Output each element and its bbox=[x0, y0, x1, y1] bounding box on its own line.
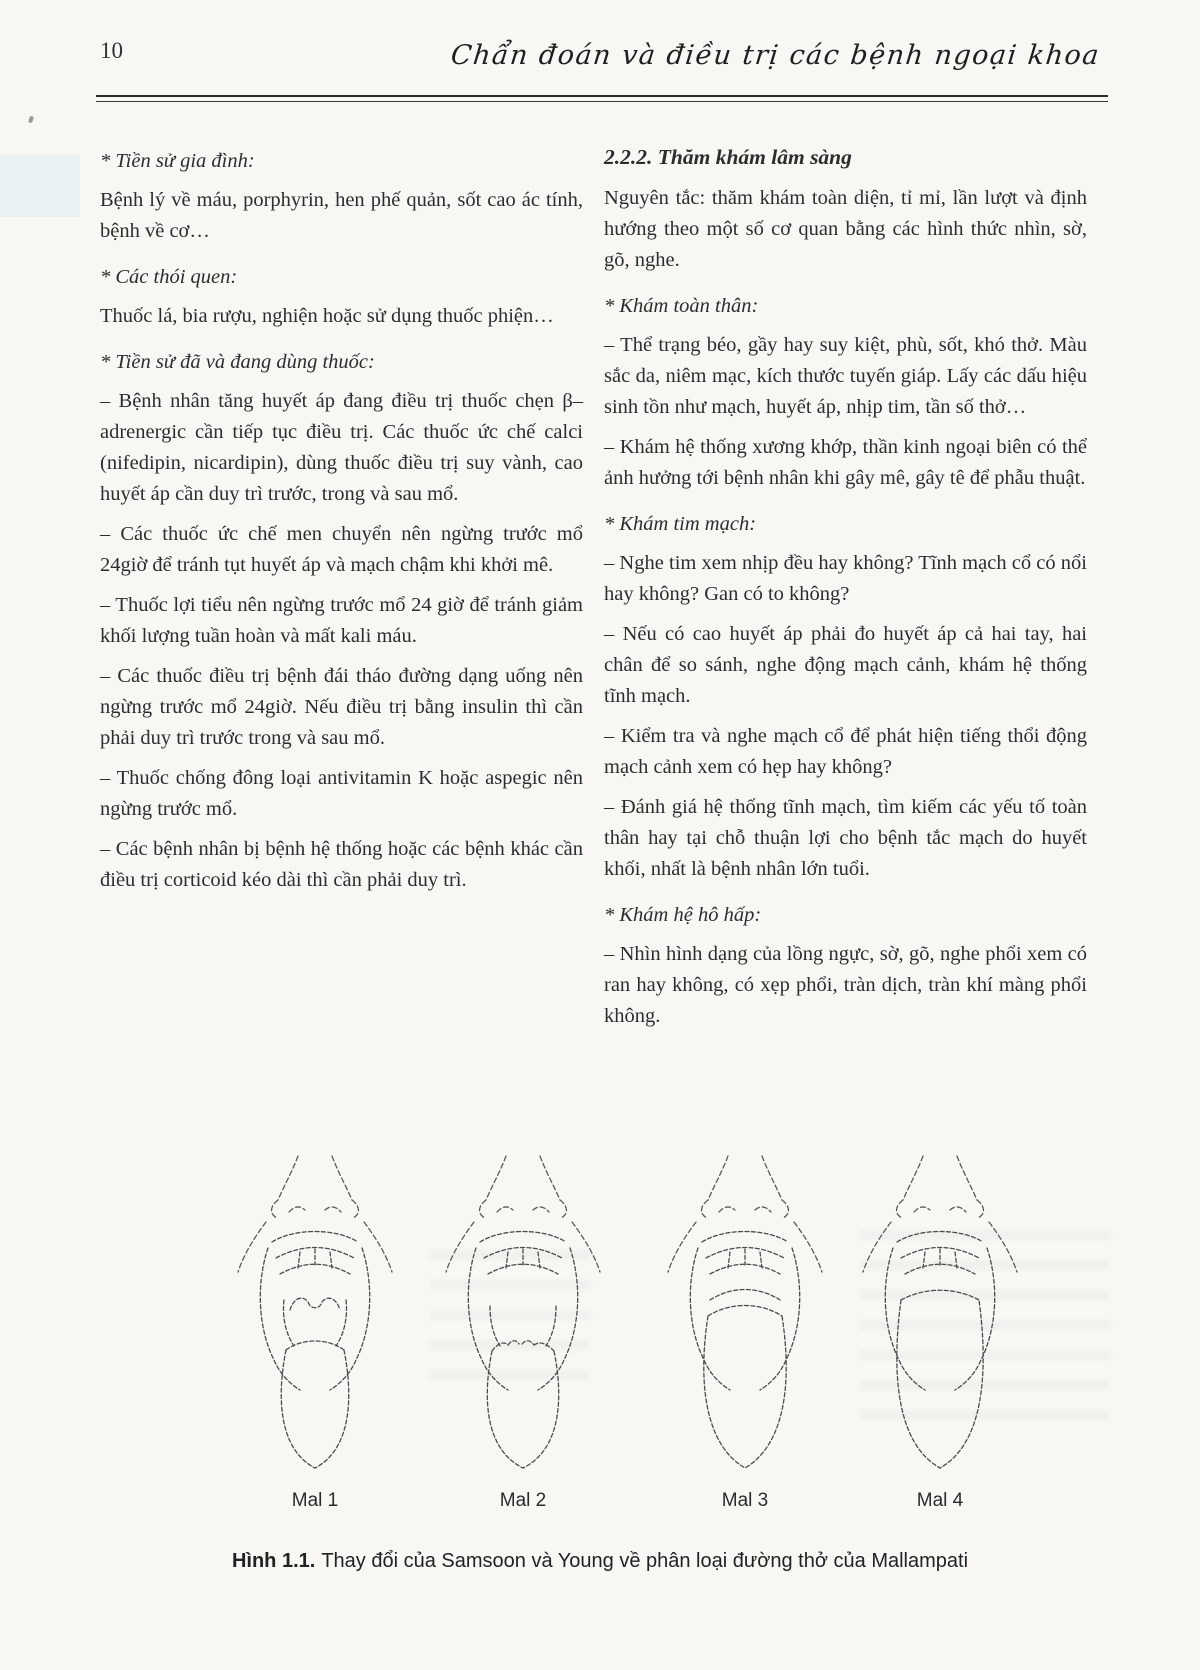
mallampati-class-1-drawing bbox=[210, 1148, 420, 1512]
open-mouth-face-3 bbox=[640, 1148, 850, 1478]
open-mouth-face-2 bbox=[418, 1148, 628, 1478]
section-heading: * Khám toàn thân: bbox=[604, 295, 759, 317]
mouth-and-teeth bbox=[690, 1232, 799, 1391]
mouth-and-teeth bbox=[885, 1232, 994, 1391]
paragraph: – Thuốc chống đông loại antivitamin K hoặc aspegic nên ngừng trước mổ. bbox=[100, 767, 583, 820]
open-mouth-face-4 bbox=[835, 1148, 1045, 1478]
mallampati-class-3-drawing bbox=[640, 1148, 850, 1512]
paragraph: – Đánh giá hệ thống tĩnh mạch, tìm kiếm các yếu tố toàn thân hay tại chỗ thuận lợi cho bệnh tắc mạch do huyết khối, nhất là bệnh nhân lớn tuổi. bbox=[604, 796, 1087, 880]
scan-artifact bbox=[0, 155, 80, 217]
header-rule bbox=[96, 95, 1108, 102]
nose bbox=[479, 1156, 566, 1218]
page-number: 10 bbox=[100, 38, 123, 63]
section-heading: * Tiền sử gia đình: bbox=[100, 150, 255, 172]
paragraph: – Nếu có cao huyết áp phải đo huyết áp cả hai tay, hai chân để so sánh, nghe động mạch cảnh, khám hệ thống tĩnh mạch. bbox=[604, 623, 1087, 707]
figure-caption-text: Thay đổi của Samsoon và Young về phân loại đường thở của Mallampati bbox=[321, 1550, 969, 1572]
mouth-and-teeth bbox=[468, 1232, 577, 1391]
paragraph: – Các thuốc ức chế men chuyển nên ngừng trước mổ 24giờ để tránh tụt huyết áp và mạch chậm khi khởi mê. bbox=[100, 523, 583, 576]
section-heading: * Các thói quen: bbox=[100, 266, 238, 288]
paragraph: Nguyên tắc: thăm khám toàn diện, tỉ mỉ, lần lượt và định hướng theo một số cơ quan bằng các hình thức nhìn, sờ, gõ, nghe. bbox=[604, 187, 1087, 271]
paragraph: – Thuốc lợi tiểu nên ngừng trước mổ 24 giờ để tránh giảm khối lượng tuần hoàn và mất kali máu. bbox=[100, 594, 583, 647]
paragraph: – Nghe tim xem nhịp đều hay không? Tĩnh mạch cổ có nổi hay không? Gan có to không? bbox=[604, 552, 1087, 605]
section-heading: * Khám tim mạch: bbox=[604, 513, 757, 535]
soft-palate bbox=[710, 1290, 780, 1301]
figure-label-mal1: Mal 1 bbox=[291, 1490, 339, 1511]
tongue bbox=[704, 1306, 786, 1469]
section-heading: * Tiền sử đã và đang dùng thuốc: bbox=[100, 351, 375, 373]
tongue bbox=[281, 1341, 349, 1468]
nose bbox=[896, 1156, 983, 1218]
soft-palate-uvula bbox=[283, 1298, 346, 1346]
tongue bbox=[897, 1290, 983, 1468]
paragraph: – Khám hệ thống xương khớp, thần kinh ngoại biên có thể ảnh hưởng tới bệnh nhân khi gây mê, gây tê để phẫu thuật. bbox=[604, 436, 1087, 489]
figure-caption bbox=[0, 1550, 1200, 1573]
figure-caption-number: Hình 1.1. bbox=[231, 1550, 316, 1572]
tongue bbox=[487, 1341, 558, 1468]
paragraph: – Nhìn hình dạng của lồng ngực, sờ, gõ, nghe phổi xem có ran hay không, có xẹp phổi, tràn dịch, tràn khí màng phổi không. bbox=[604, 943, 1087, 1027]
figure-label-mal3: Mal 3 bbox=[721, 1490, 769, 1511]
paragraph: Thuốc lá, bia rượu, nghiện hoặc sử dụng thuốc phiện… bbox=[100, 305, 554, 327]
figure-label-mal2: Mal 2 bbox=[499, 1490, 547, 1511]
mouth-and-teeth bbox=[260, 1232, 369, 1391]
paragraph: – Các thuốc điều trị bệnh đái tháo đường dạng uống nên ngừng trước mổ 24giờ. Nếu điều trị bằng insulin thì cần phải duy trì trước trong và sau mổ. bbox=[100, 665, 583, 749]
mallampati-class-4-drawing bbox=[835, 1148, 1045, 1512]
paragraph: – Thể trạng béo, gầy hay suy kiệt, phù, sốt, khó thở. Màu sắc da, niêm mạc, kích thước tuyến giáp. Lấy các dấu hiệu sinh tồn như mạch, huyết áp, nhịp tim, tần số thở… bbox=[604, 334, 1087, 418]
paragraph: – Các bệnh nhân bị bệnh hệ thống hoặc các bệnh khác cần điều trị corticoid kéo dài thì cần phải duy trì. bbox=[100, 838, 583, 891]
figure-label-mal4: Mal 4 bbox=[916, 1490, 964, 1511]
paragraph: Bệnh lý về máu, porphyrin, hen phế quản, sốt cao ác tính, bệnh về cơ… bbox=[100, 189, 583, 242]
nose bbox=[271, 1156, 358, 1218]
mallampati-class-2-drawing bbox=[418, 1148, 628, 1512]
open-mouth-face-1 bbox=[210, 1148, 420, 1478]
nose bbox=[701, 1156, 788, 1218]
section-heading: * Khám hệ hô hấp: bbox=[604, 904, 762, 926]
numbered-heading: 2.2.2. Thăm khám lâm sàng bbox=[604, 145, 852, 169]
left-column bbox=[100, 140, 583, 905]
paragraph: – Bệnh nhân tăng huyết áp đang điều trị thuốc chẹn β–adrenergic cần tiếp tục điều trị. Các thuốc ức chế calci (nifedipin, nicardipin), dùng thuốc điều trị suy vành, cao huyết áp cần duy trì trước, trong và sau mổ. bbox=[100, 390, 583, 505]
mallampati-figure bbox=[0, 1142, 1200, 1542]
running-title: Chẩn đoán và điều trị các bệnh ngoại khoa bbox=[449, 40, 1102, 71]
right-column bbox=[604, 140, 1087, 1041]
scan-speck bbox=[28, 116, 34, 124]
soft-palate-uvula bbox=[490, 1306, 556, 1346]
paragraph: – Kiểm tra và nghe mạch cổ để phát hiện tiếng thổi động mạch cảnh xem có hẹp hay không? bbox=[604, 725, 1087, 778]
